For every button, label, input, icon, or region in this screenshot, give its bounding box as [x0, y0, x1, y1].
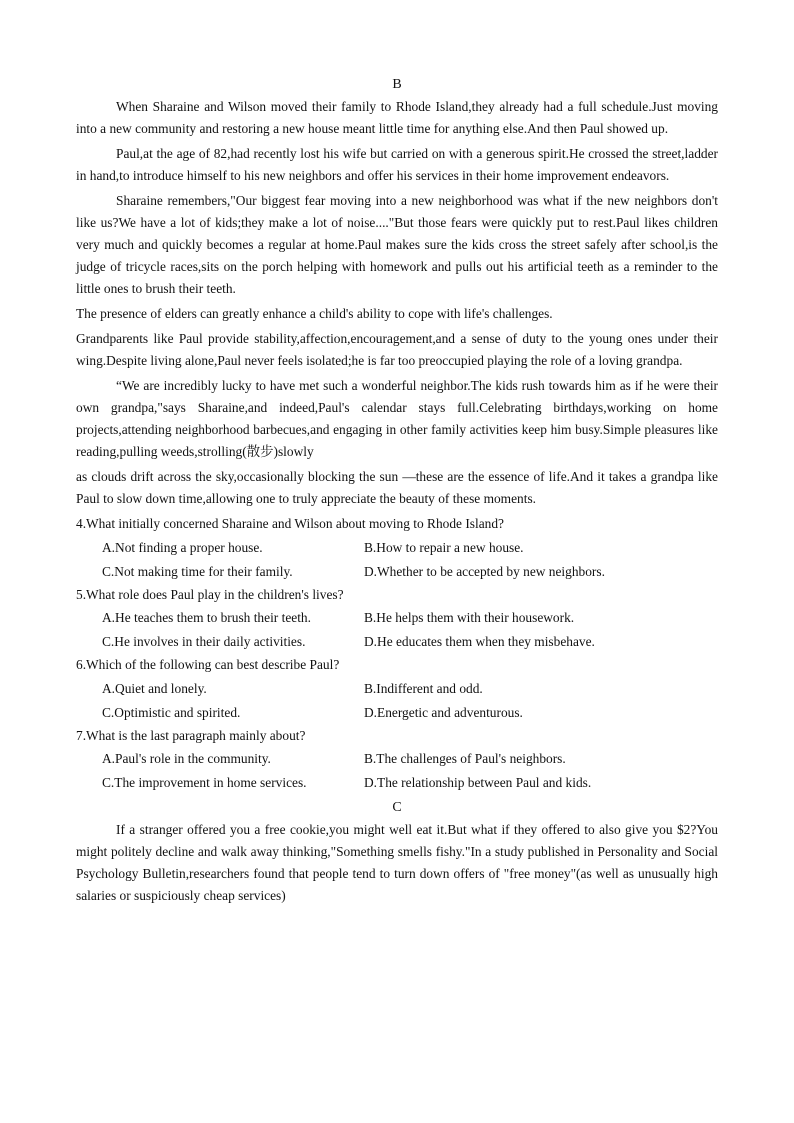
question-options: [102, 747, 718, 795]
option-b[interactable]: B.Indifferent and odd.: [364, 680, 483, 696]
option-a[interactable]: A.Not finding a proper house.: [102, 539, 263, 555]
question-options: [102, 536, 718, 584]
section-b-title: B: [392, 77, 402, 92]
question-block: [76, 513, 718, 584]
option-d[interactable]: D.He educates them when they misbehave.: [364, 634, 595, 649]
option-c[interactable]: C.He involves in their daily activities.: [102, 634, 306, 649]
option-c[interactable]: C.The improvement in home services.: [102, 775, 307, 790]
passage-paragraph: Paul,at the age of 82,had recently lost his wife but carried on with a generous spirit.He crossed the street,ladder in hand,to introduce himself to his new neighbors and offer his services in their home improvement endeavors.: [76, 146, 718, 183]
passage-paragraph: “We are incredibly lucky to have met such a wonderful neighbor.The kids rush towards him as if he were their own grandpa,"says Sharaine,and indeed,Paul's calendar stays full.Celebrating birthdays,working on home projects,attending neighborhood barbecues,and engaging in other family activities keep him busy.Simple pleasures like reading,pulling weeds,strolling(散步)slowly: [76, 378, 718, 459]
section-c-title: C: [392, 800, 402, 815]
option-b[interactable]: B.How to repair a new house.: [364, 539, 524, 555]
passage-paragraph: If a stranger offered you a free cookie,you might well eat it.But what if they offered to also give you $2?You might politely decline and walk away thinking,"Something smells fishy."In a study published in Personality and Social Psychology Bulletin,researchers found that people tend to turn down offers of "free money"(as well as unusually high salaries or suspiciously cheap services): [76, 822, 718, 903]
passage-paragraph: Grandparents like Paul provide stability,affection,encouragement,and a sense of duty to the young ones under their wing.Despite living alone,Paul never feels isolated;he is far too preoccupied playing the role of a loving grandpa.: [76, 331, 718, 368]
passage-paragraph: Sharaine remembers,"Our biggest fear moving into a new neighborhood was what if the new neighbors don't like us?We have a lot of kids;they make a lot of noise...."But those fears were quickly put to rest.Paul likes children very much and quickly becomes a regular at home.Paul makes sure the kids cross the street safely after school,is the judge of tricycle races,sits on the porch helping with homework and pulls out his artificial teeth as a reminder to the little ones to brush their teeth.: [76, 193, 718, 296]
question-stem: 6.Which of the following can best describe Paul?: [76, 657, 340, 672]
option-d[interactable]: D.Whether to be accepted by new neighbors.: [364, 563, 605, 579]
option-b[interactable]: B.The challenges of Paul's neighbors.: [364, 751, 566, 766]
question-stem: 4.What initially concerned Sharaine and Wilson about moving to Rhode Island?: [76, 516, 504, 531]
option-c[interactable]: C.Optimistic and spirited.: [102, 704, 241, 720]
passage-paragraph: The presence of elders can greatly enhance a child's ability to cope with life's challenges.: [76, 306, 553, 321]
option-a[interactable]: A.He teaches them to brush their teeth.: [102, 610, 311, 625]
question-stem: 5.What role does Paul play in the children's lives?: [76, 586, 344, 602]
question-options: [102, 677, 718, 725]
option-d[interactable]: D.Energetic and adventurous.: [364, 704, 523, 720]
question-block: [76, 725, 718, 796]
question-block: [76, 584, 718, 655]
question-block: [76, 654, 718, 725]
option-a[interactable]: A.Quiet and lonely.: [102, 680, 207, 696]
option-c[interactable]: C.Not making time for their family.: [102, 563, 293, 579]
option-b[interactable]: B.He helps them with their housework.: [364, 610, 575, 625]
option-a[interactable]: A.Paul's role in the community.: [102, 751, 271, 766]
exam-page: [76, 72, 718, 910]
question-options: [102, 606, 718, 654]
passage-paragraph: as clouds drift across the sky,occasionally blocking the sun —these are the essence of life.And it takes a grandpa like Paul to slow down time,allowing one to truly appreciate the beauty of these moments.: [76, 469, 718, 506]
passage-paragraph: When Sharaine and Wilson moved their family to Rhode Island,they already had a full schedule.Just moving into a new community and restoring a new house meant little time for anything else.And then Paul showed up.: [76, 99, 718, 136]
question-stem: 7.What is the last paragraph mainly about?: [76, 727, 306, 743]
option-d[interactable]: D.The relationship between Paul and kids.: [364, 775, 592, 790]
